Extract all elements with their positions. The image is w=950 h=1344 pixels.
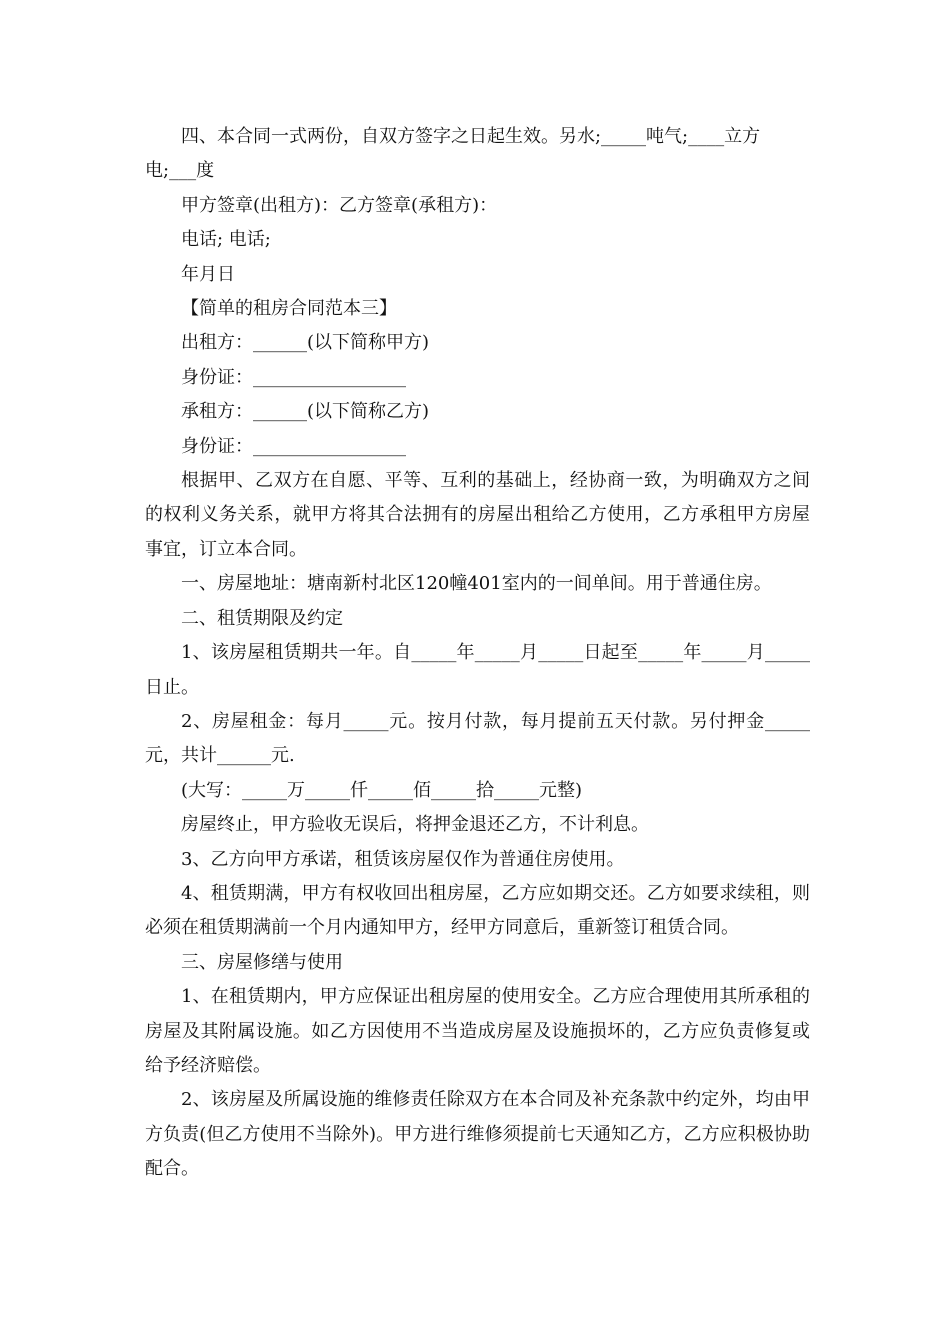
document-body: [145, 120, 810, 1187]
phone-line: 电话; 电话;: [181, 229, 271, 251]
lease-term-paragraph: 1、该房屋租赁期共一年。自_____年_____月_____日起至_____年_____月_____日止。: [145, 642, 810, 698]
date-line: 年月日: [181, 263, 235, 285]
renewal-paragraph: 4、租赁期满，甲方有权收回出租房屋，乙方应如期交还。乙方如要求续租，则必须在租赁期满前一个月内通知甲方，经甲方同意后，重新签订租赁合同。: [145, 882, 810, 939]
maintenance-paragraph: 2、该房屋及所属设施的维修责任除双方在本合同及补充条款中约定外，均由甲方负责(但乙方使用不当除外)。甲方进行维修须提前七天通知乙方，乙方应积极协助配合。: [145, 1089, 810, 1180]
lessor-line: 出租方：______(以下简称甲方): [181, 332, 430, 354]
lessee-line: 承租方：______(以下简称乙方): [181, 401, 430, 423]
section-heading: 【简单的租房合同范本三】: [181, 298, 397, 320]
lessee-id-line: 身份证：_________________: [181, 435, 406, 457]
lessor-id-line: 身份证：_________________: [181, 366, 406, 388]
safety-paragraph: 1、在租赁期内，甲方应保证出租房屋的使用安全。乙方应合理使用其所承租的房屋及其附属设施。如乙方因使用不当造成房屋及设施损坏的，乙方应负责修复或给予经济赔偿。: [145, 986, 810, 1076]
usage-promise-line: 3、乙方向甲方承诺，租赁该房屋仅作为普通住房使用。: [181, 848, 625, 870]
rent-uppercase-line: (大写：_____万_____仟_____佰_____拾_____元整): [181, 779, 583, 801]
clause-four-paragraph: 四、本合同一式两份，自双方签字之日起生效。另水;_____吨气;____立方电;___度: [145, 126, 761, 182]
signature-line: 甲方签章(出租方)：乙方签章(承租方)：: [181, 194, 498, 216]
rent-paragraph: 2、房屋租金：每月_____元。按月付款，每月提前五天付款。另付押金_____元，共计______元.: [145, 710, 810, 767]
clause-address: 一、房屋地址：塘南新村北区120幢401室内的一间单间。用于普通住房。: [181, 573, 772, 595]
preamble-paragraph: 根据甲、乙双方在自愿、平等、互利的基础上，经协商一致，为明确双方之间的权利义务关系，就甲方将其合法拥有的房屋出租给乙方使用，乙方承租甲方房屋事宜，订立本合同。: [145, 470, 810, 560]
clause-two-heading: 二、租赁期限及约定: [181, 607, 343, 629]
deposit-return-line: 房屋终止，甲方验收无误后，将押金退还乙方，不计利息。: [181, 814, 649, 836]
clause-three-heading: 三、房屋修缮与使用: [181, 951, 343, 973]
